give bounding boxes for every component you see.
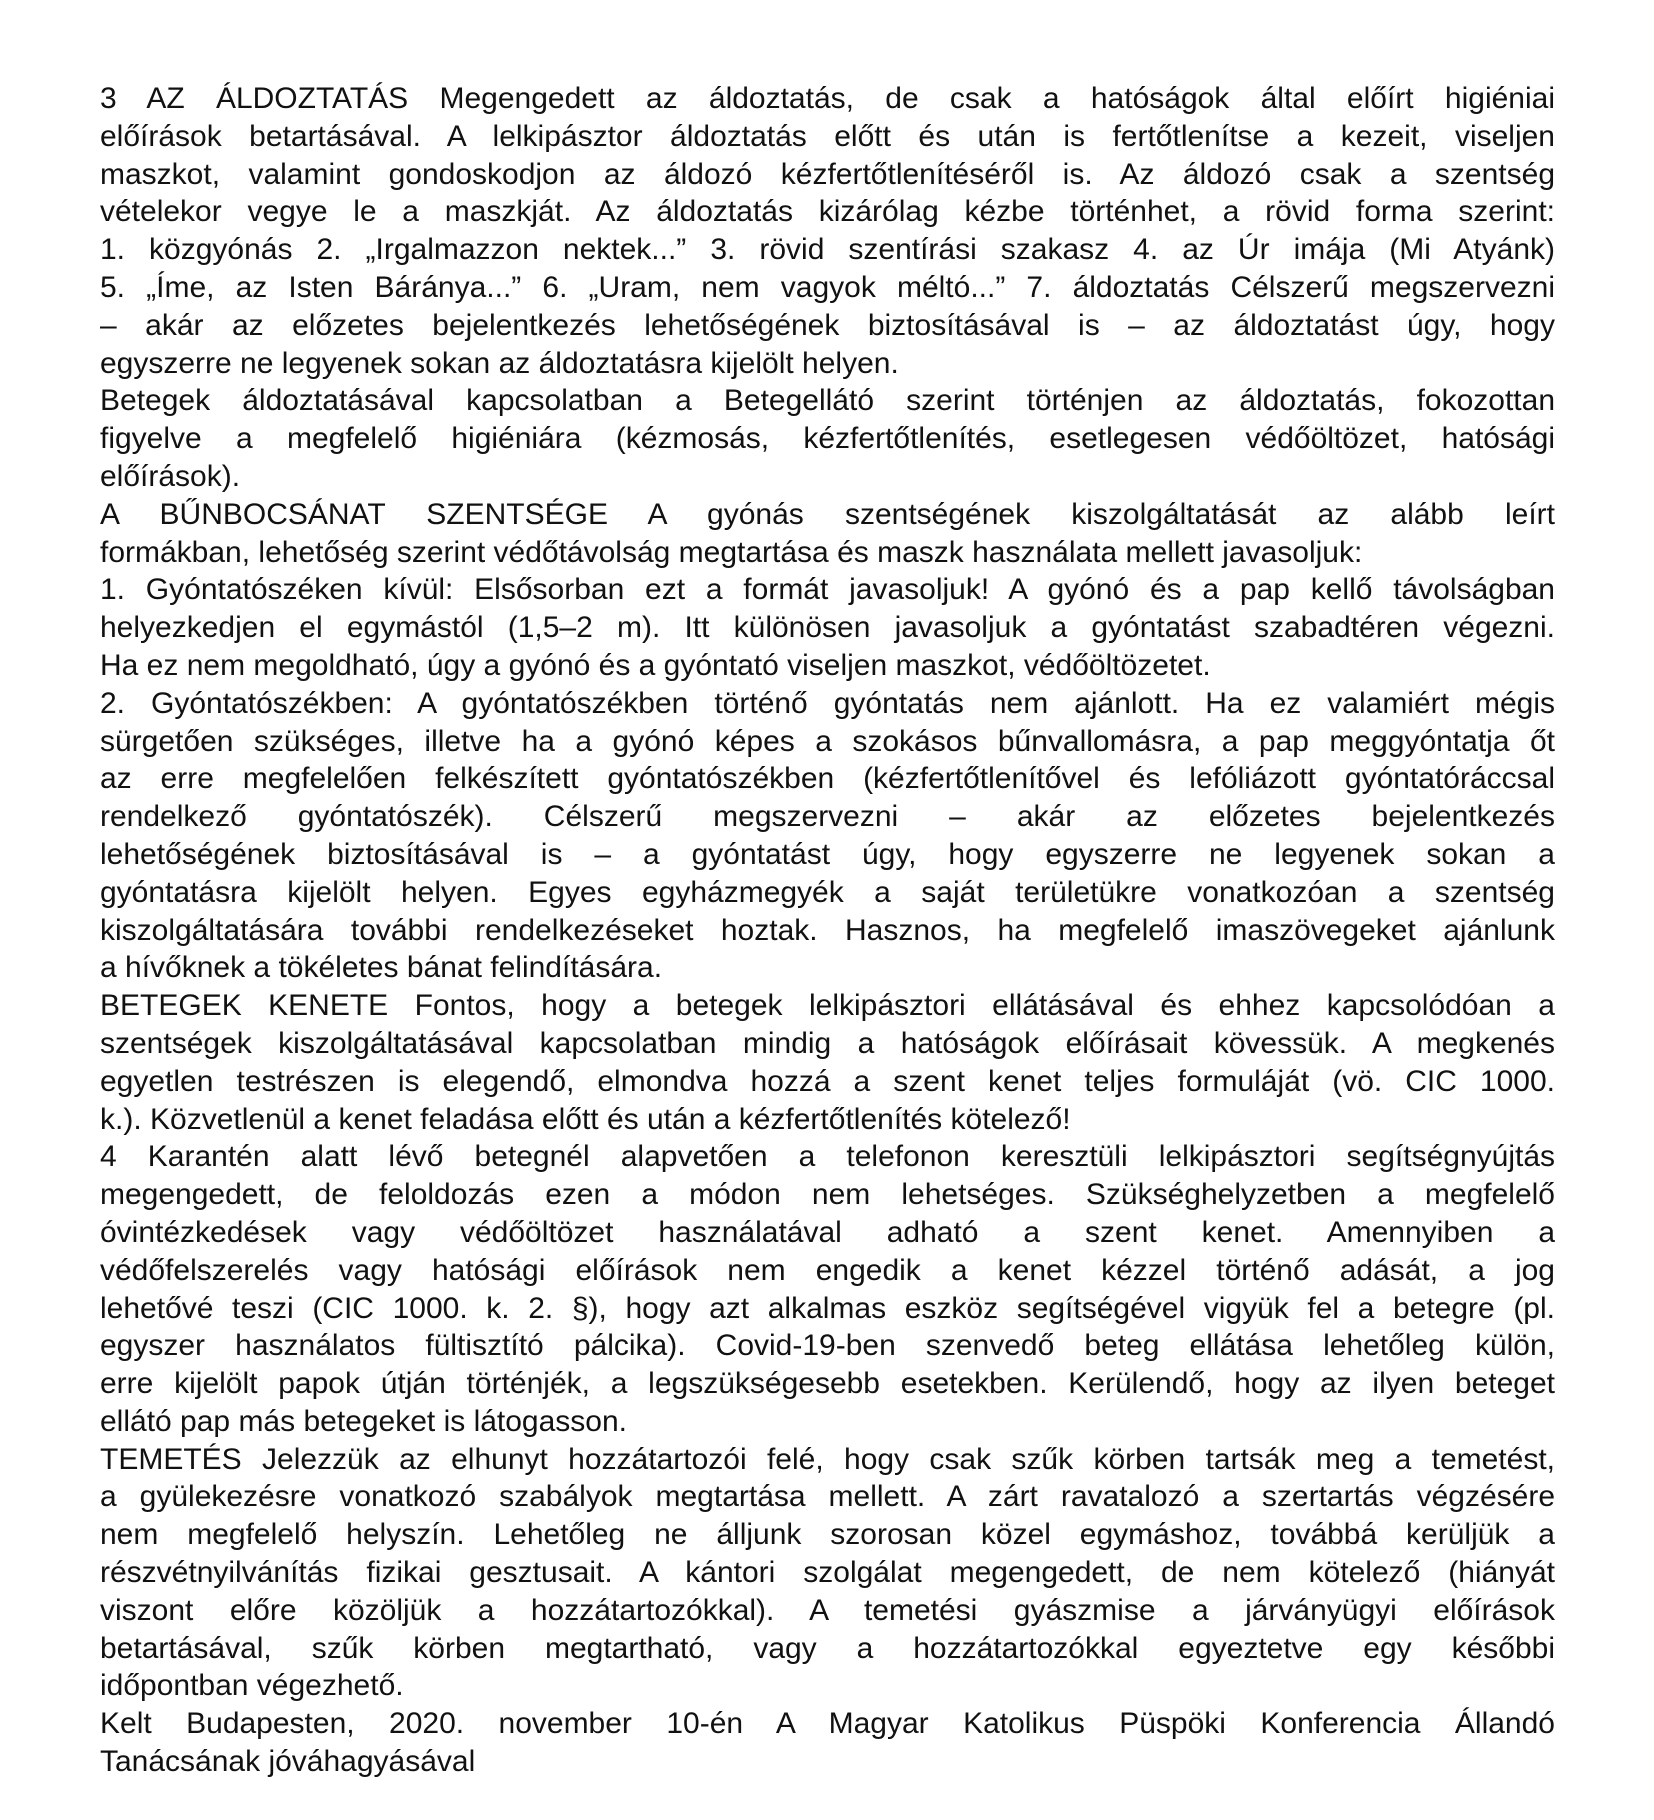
text-line: helyezkedjen el egymástól (1,5–2 m). Itt különösen javasoljuk a gyóntatást szabadtéren végezni. (100, 611, 1555, 645)
text-line: 2. Gyóntatószékben: A gyóntatószékben történő gyóntatás nem ajánlott. Ha ez valamiért mégis (100, 686, 1555, 720)
text-line: BETEGEK KENETE Fontos, hogy a betegek lelkipásztori ellátásával és ehhez kapcsolódóan a (100, 989, 1555, 1023)
text-line: betartásával, szűk körben megtartható, vagy a hozzátartozókkal egyeztetve egy későbbi (100, 1631, 1555, 1665)
paragraph-gyontatoszekben (100, 685, 1555, 987)
text-line: egyszer használatos fültisztító pálcika). Covid-19-ben szenvedő beteg ellátása lehetőleg külön, (100, 1329, 1555, 1363)
text-line: előírások). (100, 459, 241, 493)
text-line: A BŰNBOCSÁNAT SZENTSÉGE A gyónás szentségének kiszolgáltatását az alább leírt (100, 497, 1555, 531)
text-line: előírások betartásával. A lelkipásztor áldoztatás előtt és után is fertőtlenítse a kezeit, viseljen (100, 119, 1555, 153)
text-line: 4 Karantén alatt lévő betegnél alapvetően a telefonon keresztüli lelkipásztori segítségnyújtás (100, 1140, 1555, 1174)
text-line: óvintézkedések vagy védőöltözet használatával adható a szent kenet. Amennyiben a (100, 1215, 1555, 1249)
text-line: rendelkező gyóntatószék). Célszerű megszervezni – akár az előzetes bejelentkezés (100, 800, 1555, 834)
text-line: viszont előre közöljük a hozzátartozókkal). A temetési gyászmise a járványügyi előírások (100, 1593, 1555, 1627)
text-line: Tanácsának jóváhagyásával (100, 1745, 476, 1779)
text-line: lehetőségének biztosításával is – a gyóntatást úgy, hogy egyszerre ne legyenek sokan a (100, 837, 1555, 871)
text-line: maszkot, valamint gondoskodjon az áldozó kézfertőtlenítéséről is. Az áldozó csak a szentség (100, 157, 1555, 191)
text-line: a gyülekezésre vonatkozó szabályok megtartása mellett. A zárt ravatalozó a szertartás végzésére (100, 1480, 1555, 1514)
text-line: – akár az előzetes bejelentkezés lehetőségének biztosításával is – az áldoztatást úgy, hogy (100, 308, 1555, 342)
text-line: lehetővé teszi (CIC 1000. k. 2. §), hogy azt alkalmas eszköz segítségével vigyük fel a betegre (pl. (100, 1291, 1555, 1325)
paragraph-betegek-aldoztatasa (100, 382, 1555, 495)
text-line: időpontban végezhető. (100, 1669, 404, 1703)
text-line: Ha ez nem megoldható, úgy a gyónó és a gyóntató viseljen maszkot, védőöltözetet. (100, 648, 1211, 682)
paragraph-bunbocsanat-szentsege (100, 496, 1555, 572)
text-line: 5. „Íme, az Isten Báránya...” 6. „Uram, nem vagyok méltó...” 7. áldoztatás Célszerű megszervezni (100, 270, 1555, 304)
text-line: 1. Gyóntatószéken kívül: Elsősorban ezt a formát javasoljuk! A gyónó és a pap kellő távolságban (100, 573, 1555, 607)
text-line: TEMETÉS Jelezzük az elhunyt hozzátartozói felé, hogy csak szűk körben tartsák meg a temetést, (100, 1442, 1555, 1476)
text-line: egyszerre ne legyenek sokan az áldoztatásra kijelölt helyen. (100, 346, 899, 380)
text-line: megengedett, de feloldozás ezen a módon nem lehetséges. Szükséghelyzetben a megfelelő (100, 1178, 1555, 1212)
text-line: 3 AZ ÁLDOZTATÁS Megengedett az áldoztatás, de csak a hatóságok által előírt higiéniai (100, 82, 1555, 115)
text-line: Kelt Budapesten, 2020. november 10-én A Magyar Katolikus Püspöki Konferencia Állandó (100, 1707, 1555, 1741)
text-line: a hívőknek a tökéletes bánat felindítására. (100, 951, 663, 985)
paragraph-gyontatoszeken-kivul (100, 571, 1555, 684)
paragraph-betegek-kenete (100, 987, 1555, 1138)
text-line: erre kijelölt papok útján történjék, a legszükségesebb esetekben. Kerülendő, hogy az ilyen beteget (100, 1367, 1555, 1401)
text-line: szentségek kiszolgáltatásával kapcsolatban mindig a hatóságok előírásait kövessük. A megkenés (100, 1026, 1555, 1060)
text-line: az erre megfelelően felkészített gyóntatószékben (kézfertőtlenítővel és lefóliázott gyóntatóráccsal (100, 762, 1555, 796)
text-line: vételekor vegye le a maszkját. Az áldoztatás kizárólag kézbe történhet, a rövid forma szerint: (100, 195, 1555, 229)
text-line: sürgetően szükséges, illetve ha a gyónó képes a szokásos bűnvallomásra, a pap meggyóntatja őt (100, 724, 1555, 758)
paragraph-aldoztatas (100, 80, 1555, 382)
text-line: Betegek áldoztatásával kapcsolatban a Betegellátó szerint történjen az áldoztatás, fokozottan (100, 384, 1555, 418)
paragraph-kelt (100, 1705, 1555, 1781)
text-line: 1. közgyónás 2. „Irgalmazzon nektek...” 3. rövid szentírási szakasz 4. az Úr imája (Mi Atyánk) (100, 233, 1555, 267)
text-line: k.). Közvetlenül a kenet feladása előtt és után a kézfertőtlenítés kötelező! (100, 1102, 1071, 1136)
text-line: figyelve a megfelelő higiéniára (kézmosás, kézfertőtlenítés, esetlegesen védőöltözet, hatósági (100, 422, 1555, 456)
text-line: védőfelszerelés vagy hatósági előírások nem engedik a kenet kézzel történő adását, a jog (100, 1253, 1555, 1287)
text-line: egyetlen testrészen is elegendő, elmondva hozzá a szent kenet teljes formuláját (vö. CIC 1000. (100, 1064, 1555, 1098)
text-line: nem megfelelő helyszín. Lehetőleg ne álljunk szorosan közel egymáshoz, továbbá kerüljük a (100, 1518, 1555, 1552)
document-page (100, 80, 1555, 1800)
text-line: ellátó pap más betegeket is látogasson. (100, 1404, 628, 1438)
text-line: részvétnyilvánítás fizikai gesztusait. A kántori szolgálat megengedett, de nem kötelező (hiányát (100, 1556, 1555, 1590)
paragraph-temetes (100, 1441, 1555, 1706)
paragraph-karanten (100, 1138, 1555, 1440)
text-line: formákban, lehetőség szerint védőtávolság megtartása és maszk használata mellett javasoljuk: (100, 535, 1363, 569)
text-line: kiszolgáltatására további rendelkezéseket hoztak. Hasznos, ha megfelelő imaszövegeket ajánlunk (100, 913, 1555, 947)
text-line: gyóntatásra kijelölt helyen. Egyes egyházmegyék a saját területükre vonatkozóan a szentség (100, 875, 1555, 909)
